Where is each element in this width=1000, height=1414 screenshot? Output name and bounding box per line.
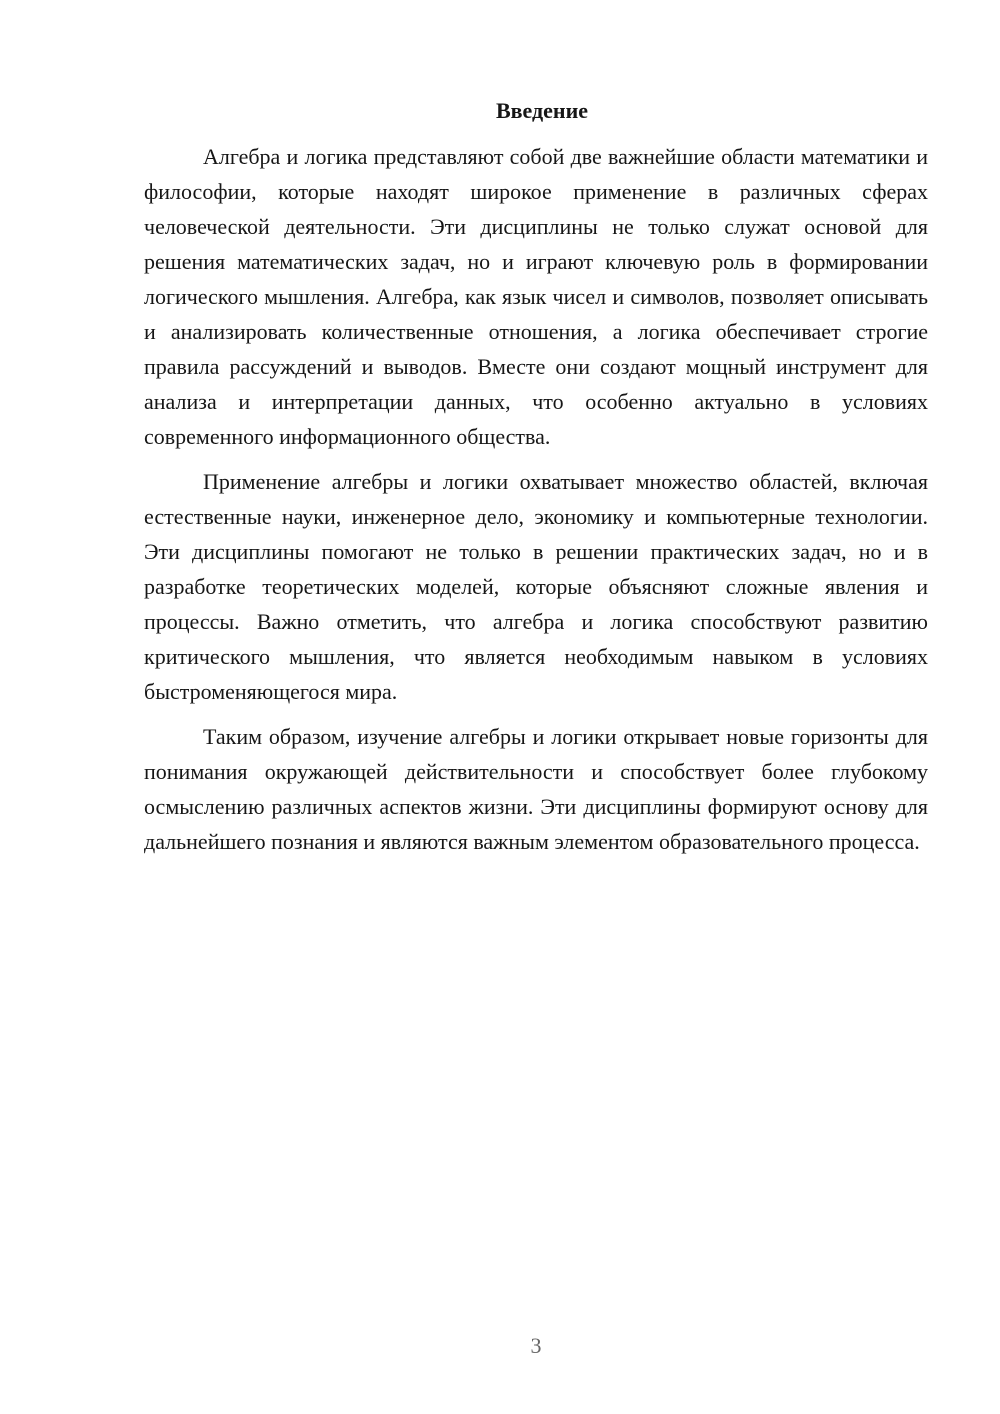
page-heading: Введение bbox=[495, 98, 589, 123]
paragraph-2: Применение алгебры и логики охватывает множество областей, включая естественные науки, инженерное дело, экономику и компьютерные технологии. Эти дисциплины помогают не только в решении практических задач, но и в разработке теоретических моделей, которые объясняют сложные явления и процессы. Важно отметить, что алгебра и логика способствуют развитию критического мышления, что является необходимым навыком в условиях быстроменяющегося мира. bbox=[144, 469, 928, 704]
paragraph-3: Таким образом, изучение алгебры и логики открывает новые горизонты для понимания окружающей действительности и способствует более глубокому осмыслению различных аспектов жизни. Эти дисциплины формируют основу для дальнейшего познания и являются важным элементом образовательного процесса. bbox=[144, 724, 928, 854]
page-content bbox=[144, 94, 928, 859]
page-number: 3 bbox=[530, 1333, 542, 1358]
paragraph-1: Алгебра и логика представляют собой две важнейшие области математики и философии, которые находят широкое применение в различных сферах человеческой деятельности. Эти дисциплины не только служат основой для решения математических задач, но и играют ключевую роль в формировании логического мышления. Алгебра, как язык чисел и символов, позволяет описывать и анализировать количественные отношения, а логика обеспечивает строгие правила рассуждений и выводов. Вместе они создают мощный инструмент для анализа и интерпретации данных, что особенно актуально в условиях современного информационного общества. bbox=[144, 144, 928, 449]
